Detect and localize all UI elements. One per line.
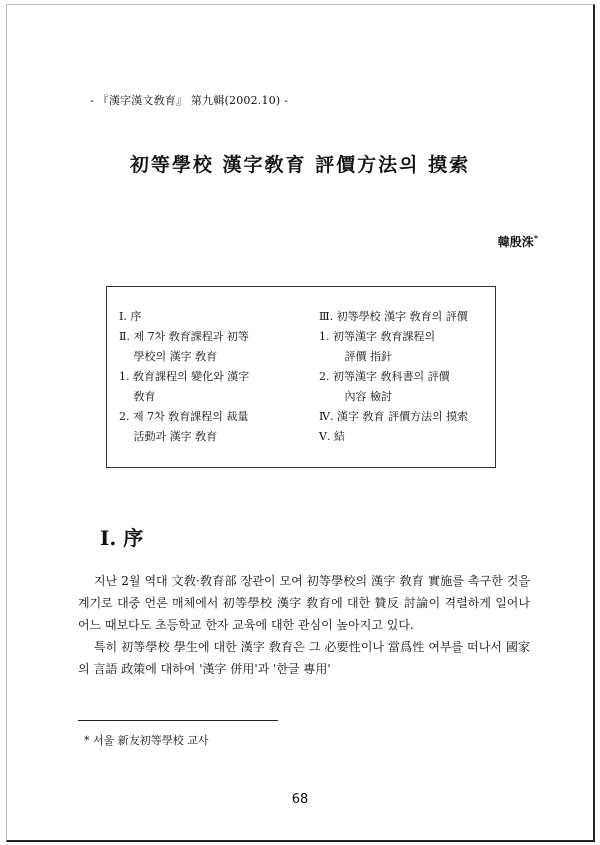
page-number: 68	[291, 792, 309, 807]
toc-item: Ⅲ. 初等學校 漢字 敎育의 評價	[319, 310, 468, 323]
toc-item: 學校의 漢字 敎育	[119, 350, 218, 363]
toc-item: Ⅴ. 結	[319, 430, 345, 443]
author-name	[498, 233, 538, 250]
toc-item: 活動과 漢字 敎育	[119, 430, 218, 443]
author-text: 韓殷洙	[497, 235, 534, 249]
toc-item: 內容 檢討	[319, 390, 392, 403]
toc-item: 1. 敎育課程의 變化와 漢字	[119, 370, 250, 383]
footnote-divider	[78, 720, 278, 721]
toc-item: Ⅱ. 제 7차 敎育課程과 初等	[119, 330, 249, 343]
table-of-contents	[106, 286, 496, 468]
toc-item: 1. 初等漢字 敎育課程의	[319, 330, 436, 343]
body-paragraph: 지난 2월 역대 文敎·敎育部 장관이 모여 初等學校의 漢字 敎育 實施를 촉구한 것을 계기로 대중 언론 매체에서 初等學校 漢字 敎育에 대한 贊反 討論이 격렬하게 일어나 어느 때보다도 초등학교 한자 교육에 대한 관심이 높아지고 있다.	[78, 574, 530, 632]
toc-item: Ⅰ. 序	[119, 310, 142, 323]
running-header: - 『漢字漢文敎育』 第九輯(2002.10) -	[90, 94, 288, 107]
toc-item: 2. 初等漢字 敎科書의 評價	[319, 370, 450, 383]
footnote: * 서울 新友初等學校 교사	[84, 734, 209, 747]
toc-item: 敎育	[119, 390, 156, 403]
toc-item: 2. 제 7차 敎育課程의 裁量	[119, 410, 249, 423]
body-paragraph: 특히 初等學校 學生에 대한 漢字 敎育은 그 必要性이나 當爲性 여부를 떠나서 國家의 言語 政策에 대하여 '漢字 併用'과 '한글 專用'	[78, 640, 530, 676]
toc-item: Ⅳ. 漢字 敎育 評價方法의 摸索	[319, 410, 469, 423]
section-heading: Ⅰ. 序	[100, 526, 144, 550]
toc-item: 評價 指針	[319, 350, 392, 363]
toc-right-column	[319, 307, 495, 447]
article-title: 初等學校 漢字敎育 評價方法의 摸索	[129, 154, 471, 176]
body-text	[78, 570, 530, 680]
toc-left-column	[119, 307, 299, 447]
author-footnote-mark: *	[533, 233, 538, 243]
